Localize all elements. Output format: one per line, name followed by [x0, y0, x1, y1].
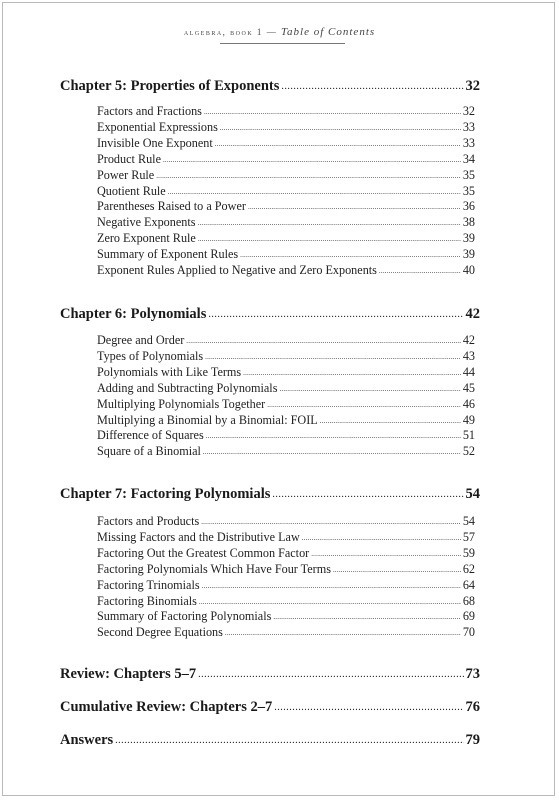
- section-entry-page-number: 33: [462, 120, 475, 134]
- section-entry-title: Factoring Polynomials Which Have Four Terms: [97, 562, 331, 576]
- dot-leader: [163, 151, 461, 166]
- dot-leader: [311, 545, 461, 560]
- dot-leader: [156, 167, 461, 182]
- dot-leader: [267, 396, 461, 411]
- section-entry-page-number: 38: [462, 215, 475, 229]
- dot-leader: [198, 665, 463, 682]
- dot-leader: [115, 731, 463, 748]
- section-entry: [97, 349, 475, 364]
- section-entry-title: Invisible One Exponent: [97, 136, 213, 150]
- section-entry-title: Factors and Products: [97, 514, 200, 528]
- section-entry-title: Product Rule: [97, 152, 161, 166]
- section-entry-page-number: 44: [462, 365, 475, 379]
- section-entry: [97, 215, 475, 230]
- dot-leader: [205, 348, 461, 363]
- section-entry-page-number: 46: [462, 397, 475, 411]
- section-entry-title: Degree and Order: [97, 333, 185, 347]
- running-head: [0, 26, 559, 38]
- dot-leader: [225, 624, 461, 639]
- section-entry-page-number: 33: [462, 136, 475, 150]
- section-entry-page-number: 45: [462, 381, 475, 395]
- section-entry-title: Multiplying Polynomials Together: [97, 397, 266, 411]
- section-entry-title: Negative Exponents: [97, 215, 196, 229]
- section-entry-page-number: 42: [462, 333, 475, 347]
- dot-leader: [248, 198, 461, 213]
- section-entry-page-number: 43: [462, 349, 475, 363]
- section-entry: [97, 120, 475, 135]
- dot-leader: [198, 214, 461, 229]
- section-entry-page-number: 59: [462, 546, 475, 560]
- section-entry: [97, 136, 475, 151]
- section-entry-title: Factoring Binomials: [97, 594, 197, 608]
- section-entry: [97, 199, 475, 214]
- section-entry-title: Adding and Subtracting Polynomials: [97, 381, 278, 395]
- dot-leader: [281, 77, 463, 94]
- section-entry: [97, 104, 475, 119]
- dot-leader: [333, 561, 461, 576]
- section-entry-page-number: 49: [462, 413, 475, 427]
- section-entry: [97, 152, 475, 167]
- section-entry-title: Zero Exponent Rule: [97, 231, 196, 245]
- section-entry-title: Factoring Trinomials: [97, 578, 200, 592]
- section-entry-title: Multiplying a Binomial by a Binomial: FOIL: [97, 413, 318, 427]
- section-entry: [97, 625, 475, 640]
- chapter-heading-title: Chapter 5: Properties of Exponents: [60, 78, 280, 94]
- section-entry-page-number: 70: [462, 625, 475, 639]
- chapter-heading-title: Chapter 6: Polynomials: [60, 306, 207, 322]
- section-entry-page-number: 51: [462, 428, 475, 442]
- running-head-book: algebra, book 1: [183, 27, 263, 37]
- back-matter-entry-page-number: 76: [465, 699, 480, 715]
- chapter-heading: [60, 78, 480, 95]
- chapter-heading: [60, 486, 480, 503]
- section-entry-title: Exponent Rules Applied to Negative and Zero Exponents: [97, 263, 377, 277]
- dot-leader: [279, 380, 460, 395]
- section-entry: [97, 594, 475, 609]
- dot-leader: [206, 427, 461, 442]
- section-entry-title: Quotient Rule: [97, 184, 166, 198]
- section-entry: [97, 413, 475, 428]
- back-matter-entry: [60, 699, 480, 716]
- section-entry-page-number: 39: [462, 231, 475, 245]
- section-entry-page-number: 35: [462, 168, 475, 182]
- back-matter-entry: [60, 732, 480, 749]
- chapter-heading: [60, 306, 480, 323]
- dot-leader: [320, 412, 461, 427]
- chapter-heading-page-number: 32: [465, 78, 480, 94]
- dot-leader: [186, 332, 461, 347]
- chapter-heading-title: Chapter 7: Factoring Polynomials: [60, 486, 271, 502]
- back-matter-entry: [60, 666, 480, 683]
- section-entry-page-number: 54: [462, 514, 475, 528]
- section-entry-page-number: 62: [462, 562, 475, 576]
- section-entry: [97, 381, 475, 396]
- dot-leader: [274, 698, 463, 715]
- section-entry-page-number: 68: [462, 594, 475, 608]
- dot-leader: [204, 103, 461, 118]
- section-entry-title: Missing Factors and the Distributive Law: [97, 530, 300, 544]
- section-entry: [97, 184, 475, 199]
- section-entry-page-number: 57: [462, 530, 475, 544]
- dot-leader: [243, 364, 461, 379]
- section-entry-page-number: 69: [462, 609, 475, 623]
- section-entry-page-number: 40: [462, 263, 475, 277]
- section-entry-title: Difference of Squares: [97, 428, 204, 442]
- section-entry: [97, 247, 475, 262]
- section-entry-page-number: 35: [462, 184, 475, 198]
- dot-leader: [220, 119, 461, 134]
- section-entry: [97, 397, 475, 412]
- dot-leader: [203, 443, 461, 458]
- back-matter-entry-page-number: 73: [465, 666, 480, 682]
- section-entry-title: Summary of Exponent Rules: [97, 247, 239, 261]
- dot-leader: [199, 593, 461, 608]
- section-entry-title: Parentheses Raised to a Power: [97, 199, 246, 213]
- section-entry-title: Factors and Fractions: [97, 104, 202, 118]
- section-entry: [97, 530, 475, 545]
- section-entry: [97, 514, 475, 529]
- dot-leader: [201, 513, 461, 528]
- section-entry-page-number: 36: [462, 199, 475, 213]
- dot-leader: [215, 135, 461, 150]
- section-entry-title: Summary of Factoring Polynomials: [97, 609, 272, 623]
- section-entry: [97, 578, 475, 593]
- back-matter-entry-title: Cumulative Review: Chapters 2–7: [60, 699, 273, 715]
- back-matter-entry-title: Review: Chapters 5–7: [60, 666, 197, 682]
- section-entry-title: Power Rule: [97, 168, 155, 182]
- section-entry-page-number: 64: [462, 578, 475, 592]
- section-entry-title: Polynomials with Like Terms: [97, 365, 242, 379]
- section-entry: [97, 562, 475, 577]
- section-entry: [97, 231, 475, 246]
- section-entry-page-number: 52: [462, 444, 475, 458]
- section-entry-title: Second Degree Equations: [97, 625, 223, 639]
- section-entry: [97, 609, 475, 624]
- back-matter-entry-page-number: 79: [465, 732, 480, 748]
- section-entry-page-number: 32: [462, 104, 475, 118]
- section-entry: [97, 333, 475, 348]
- section-entry: [97, 444, 475, 459]
- section-entry-title: Exponential Expressions: [97, 120, 218, 134]
- section-entry-title: Types of Polynomials: [97, 349, 204, 363]
- chapter-heading-page-number: 54: [465, 486, 480, 502]
- section-entry-title: Factoring Out the Greatest Common Factor: [97, 546, 310, 560]
- section-entry-page-number: 34: [462, 152, 475, 166]
- section-entry: [97, 168, 475, 183]
- back-matter-entry-title: Answers: [60, 732, 114, 748]
- dot-leader: [272, 485, 463, 502]
- section-entry: [97, 263, 475, 278]
- dot-leader: [379, 262, 461, 277]
- dot-leader: [302, 529, 461, 544]
- running-head-rule: [220, 43, 345, 44]
- dot-leader: [198, 230, 461, 245]
- dot-leader: [208, 305, 463, 322]
- dot-leader: [168, 183, 461, 198]
- chapter-heading-page-number: 42: [465, 306, 480, 322]
- section-entry: [97, 365, 475, 380]
- section-entry-page-number: 39: [462, 247, 475, 261]
- running-head-separator: —: [262, 27, 281, 37]
- dot-leader: [273, 608, 460, 623]
- section-entry-title: Square of a Binomial: [97, 444, 201, 458]
- dot-leader: [240, 246, 461, 261]
- section-entry: [97, 546, 475, 561]
- dot-leader: [202, 577, 461, 592]
- running-head-title: Table of Contents: [280, 26, 376, 38]
- section-entry: [97, 428, 475, 443]
